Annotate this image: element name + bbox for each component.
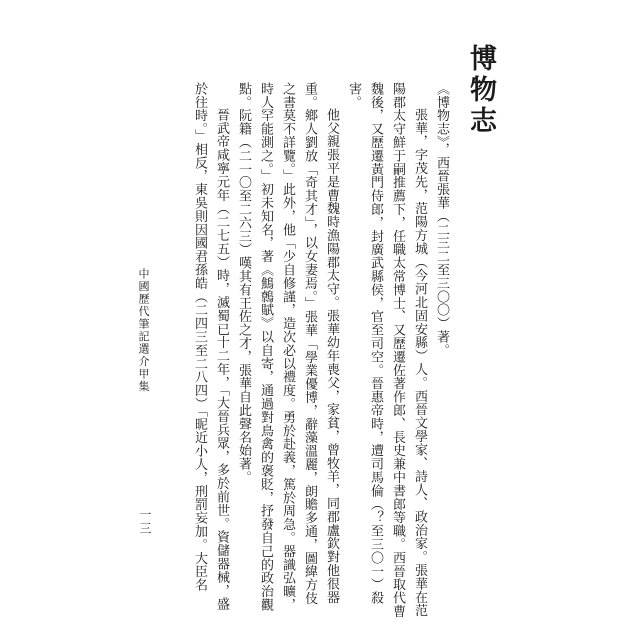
paragraph-biography: 張華，字茂先，范陽方城（今河北固安縣）人。西晉文學家、詩人、政治家。張華在范陽郡太守鮮于嗣推薦下，任職太常博士、又歷遷佐著作郎、長史兼中書郎等職。西晉取代曹魏後，又歷遷黃門侍郎，封廣武縣侯，官至司空。晉惠帝時，遭司馬倫（？至三〇一）殺害。	[346, 82, 427, 618]
paragraph-history: 晉武帝咸寧元年（二七五）時，滅蜀已十二年，「大晉兵眾，多於前世。資儲器械，盛於往時。」相反，東吳則因國君孫皓（二四三至二八四）「昵近小人，刑罰妄加。大臣名	[192, 82, 229, 611]
page-number: 一三	[138, 508, 152, 536]
paragraph-background: 他父親張平是曹魏時漁陽郡太守。張華幼年喪父，家貧，曾牧羊，同郡盧欽對他很器重。鄉人劉放「奇其才」，以女妻焉。」張華「學業優博，辭藻溫麗，朗贍多通，圖緯方伎之書莫不詳覽。」此外，他「少自修謹，造次必以禮度。勇於赴義，篤於周急。器識弘曠，時人罕能測之。」初未知名，著《鷦鷯賦》以自寄，通過對鳥禽的褒貶，抒發自己的政治觀點。阮籍（二一〇至二六三）嘆其有王佐之才，張華自此聲名始著。	[236, 82, 339, 612]
running-header: 中國歷代筆記選介甲集	[137, 268, 150, 393]
chapter-title: 博物志	[465, 44, 496, 137]
body-text	[192, 82, 452, 618]
paragraph-intro: 《博物志》，西晉張華（二三二至三〇〇）著。	[434, 82, 449, 357]
